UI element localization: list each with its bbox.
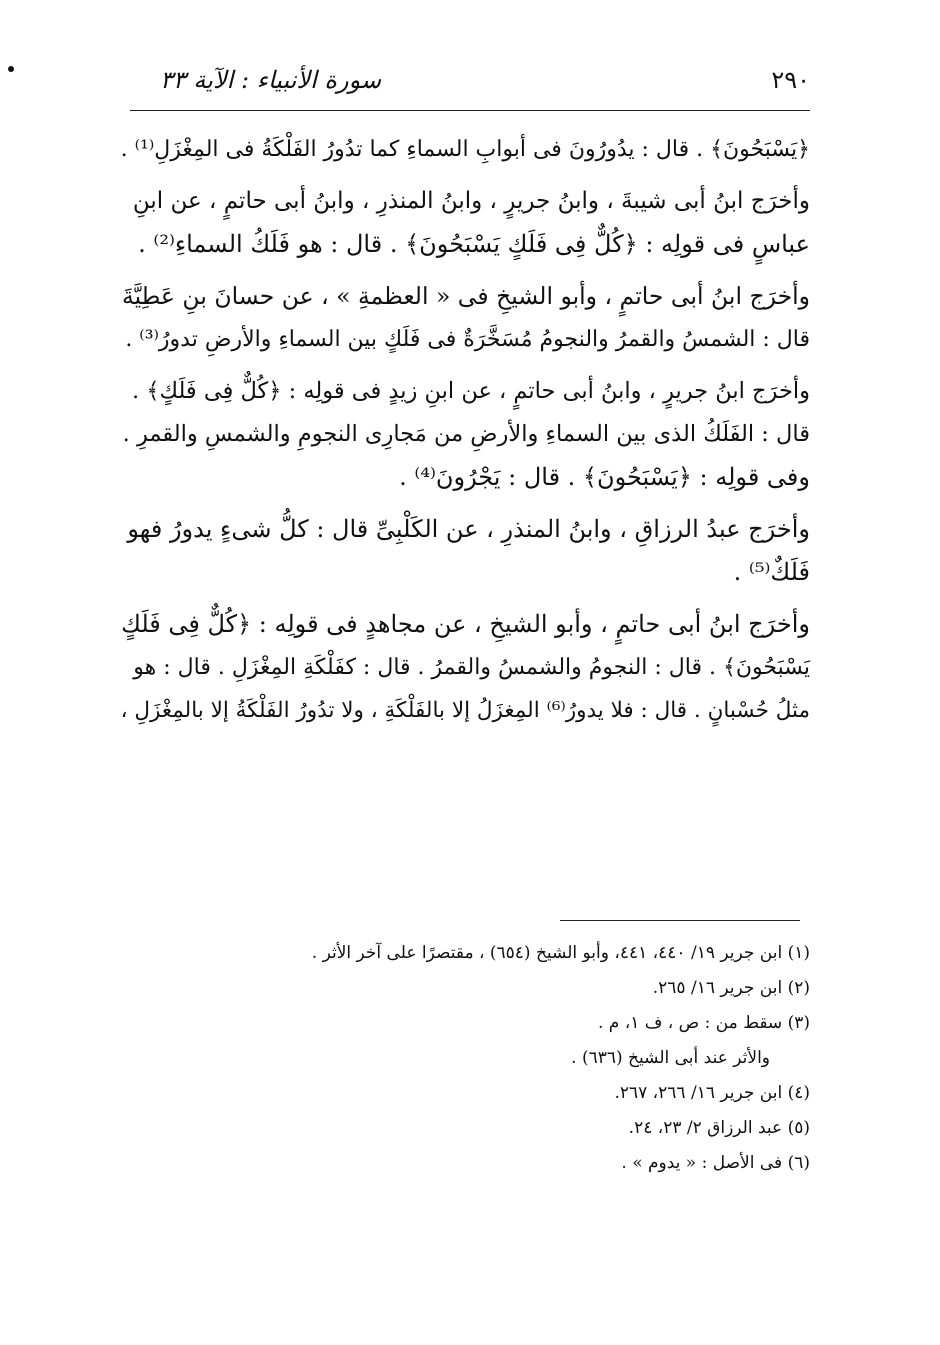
paragraph [120,370,810,499]
text-line: وفى قولِه : ﴿يَسْبَحُونَ﴾ . قال : يَجْرُونَ⁽⁴⁾ . [399,463,810,491]
running-title: سورة الأنبياء : الآية ٣٣ [160,66,382,94]
page-number: ٢٩٠ [771,66,810,94]
footnote: (٢) ابن جرير ١٦/ ٢٦٥. [652,978,810,998]
text-line: وأخرَج ابنُ جريرٍ ، وابنُ أبى حاتمٍ ، عن ابنِ زيدٍ فى قولِه : ﴿كُلٌّ فِى فَلَكٍ﴾ . [132,378,810,404]
page-header [130,62,810,102]
paragraph [120,180,810,266]
footnote: (١) ابن جرير ١٩/ ٤٤٠، ٤٤١، وأبو الشيخ (٦٥٤) ، مقتصرًا على آخر الأثر . [311,943,810,963]
paragraph [120,275,810,361]
text-line: وأخرَج عبدُ الرزاقِ ، وابنُ المنذرِ ، عن الكَلْبِىِّ قال : كلُّ شىءٍ يدورُ فهو [127,515,810,543]
footnote: (٦) فى الأصل : « يدوم » . [621,1153,810,1173]
paragraph [120,508,810,594]
text-line: يَسْبَحُونَ﴾ . قال : النجومُ والشمسُ والقمرُ . قال : كفَلْكَةِ المِغْزَلِ . قال : هو [133,655,810,680]
text-line: قال : الشمسُ والقمرُ والنجومُ مُسَخَّرَةٌ فى فَلَكٍ بين السماءِ والأرضِ تدورُ⁽³⁾ . [125,327,810,352]
text-line: وأخرَج ابنُ أبى شيبةَ ، وابنُ جريرٍ ، وابنُ المنذرِ ، وابنُ أبى حاتمٍ ، عن ابنِ [132,188,810,214]
footnote: (٤) ابن جرير ١٦/ ٢٦٦، ٢٦٧. [614,1083,810,1103]
header-rule [130,110,810,111]
paragraph [120,128,810,171]
footnote: (٥) عبد الرزاق ٢/ ٢٣، ٢٤. [628,1118,810,1138]
text-line: فَلَكٌ⁽⁵⁾ . [733,558,810,586]
text-line: مثلُ حُسْبانٍ . قال : فلا يدورُ⁽⁶⁾ المِغزَلُ إلا بالفَلْكَةِ ، ولا تدُورُ الفَلْكَةُ إلا بالمِغْزَلِ ، [120,698,810,723]
footnote: (٣) سقط من : ص ، ف ١، م . [597,1013,810,1033]
text-line: وأخرَج ابنُ أبى حاتمٍ ، وأبو الشيخِ ، عن مجاهدٍ فى قولِه : ﴿كُلٌّ فِى فَلَكٍ [121,610,810,638]
footnote-rule [560,920,800,921]
paragraph [120,603,810,732]
text-line: قال : الفَلَكُ الذى بين السماءِ والأرضِ من مَجارِى النجومِ والشمسِ والقمرِ . [122,421,810,447]
footnote-continuation: والأثر عند أبى الشيخ (٦٣٦) . [571,1048,770,1068]
text-line: عباسٍ فى قولِه : ﴿كُلٌّ فِى فَلَكٍ يَسْبَحُونَ﴾ . قال : هو فَلَكُ السماءِ⁽²⁾ . [138,230,810,258]
text-line: ﴿يَسْبَحُونَ﴾ . قال : يدُورُونَ فى أبوابِ السماءِ كما تدُورُ الفَلْكَةُ فى المِغْزَلِ⁽¹⁾ . [120,137,810,162]
footnotes [150,936,810,1181]
text-line: وأخرَج ابنُ أبى حاتمٍ ، وأبو الشيخِ فى « العظمةِ » ، عن حسانَ بنِ عَطِيَّةَ [121,282,810,310]
margin-dot [8,66,14,72]
body-text [120,128,810,732]
